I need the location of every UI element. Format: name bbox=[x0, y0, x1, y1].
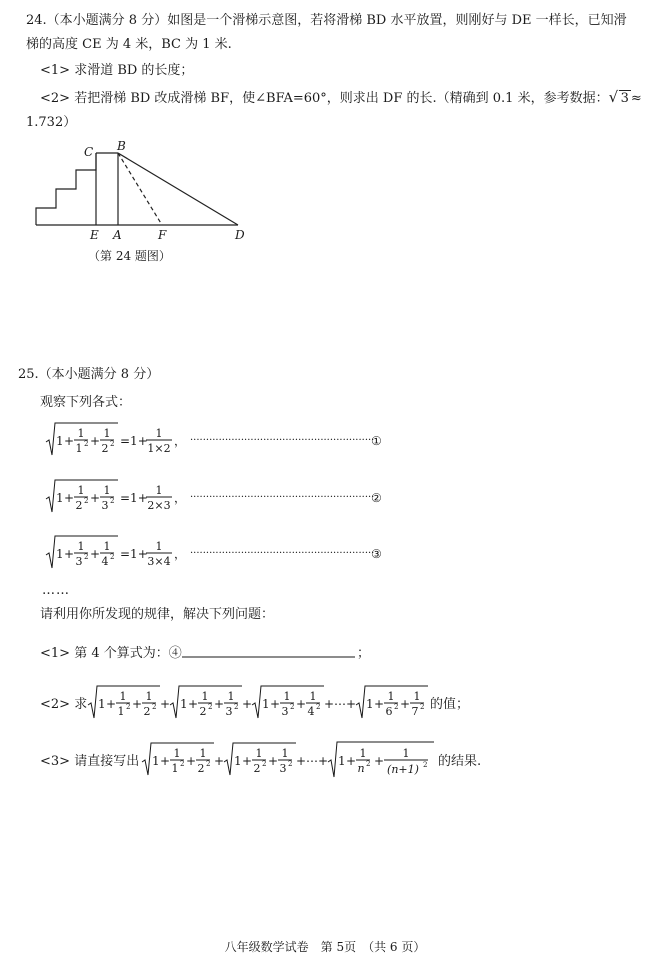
exponent: 2 bbox=[110, 440, 115, 448]
exponent: 2 bbox=[208, 703, 213, 711]
fraction-denominator: 4 bbox=[101, 555, 109, 568]
plus-sign: + bbox=[90, 434, 101, 448]
fraction-denominator: 1 bbox=[75, 442, 83, 455]
fraction-numerator: 1 bbox=[413, 690, 421, 703]
q24-statement-line2: 梯的高度 CE 为 4 米，BC 为 1 米. bbox=[26, 37, 232, 52]
plus-sign: + bbox=[242, 697, 253, 711]
exponent: 2 bbox=[152, 703, 157, 711]
label-e: E bbox=[90, 228, 99, 242]
fraction-denominator: 2 bbox=[197, 762, 205, 775]
radical-one: 1 bbox=[338, 754, 346, 768]
exponent: 2 bbox=[110, 497, 115, 505]
q25-part2-prefix: <2> 求 bbox=[40, 697, 88, 712]
fraction-numerator: 1 bbox=[201, 690, 209, 703]
fraction-numerator: 1 bbox=[155, 484, 163, 497]
fraction-numerator: 1 bbox=[387, 690, 395, 703]
plus-sign: + bbox=[346, 754, 357, 768]
label-d: D bbox=[235, 228, 245, 242]
q24-statement-line1: 24.（本小题满分 8 分）如图是一个滑梯示意图，若将滑梯 BD 水平放置，则刚好与 DE 一样长，已知滑 bbox=[26, 13, 627, 28]
q24-approx-value: 1.732） bbox=[26, 115, 77, 130]
plus-sign: + bbox=[296, 697, 307, 711]
fraction-denominator: 1×2 bbox=[147, 442, 171, 455]
fraction-numerator: 1 bbox=[199, 747, 207, 760]
label-c: C bbox=[84, 145, 94, 159]
q25-part2-suffix: 的值； bbox=[430, 697, 470, 712]
fraction-numerator: 1 bbox=[309, 690, 317, 703]
q25-part3-suffix: 的结果. bbox=[438, 754, 482, 769]
fraction-denominator: 4 bbox=[307, 705, 315, 718]
plus-sign: + bbox=[64, 434, 75, 448]
plus-sign: + bbox=[374, 754, 385, 768]
fraction-numerator: 1 bbox=[255, 747, 263, 760]
plus-sign: + bbox=[400, 697, 411, 711]
fraction-numerator: 1 bbox=[402, 747, 410, 760]
q25-part1-prefix: <1> 第 4 个算式为：④ bbox=[40, 646, 182, 661]
radical-one: 1 bbox=[234, 754, 242, 768]
q24-part2-text: <2> 若把滑梯 BD 改成滑梯 BF，使∠BFA=60°，则求出 DF 的长.（精确到 0.1 米，参考数据： bbox=[40, 91, 609, 106]
fraction-numerator: 1 bbox=[227, 690, 235, 703]
fraction-numerator: 1 bbox=[359, 747, 367, 760]
equals-sign: =1+ bbox=[120, 547, 148, 561]
radical-one: 1 bbox=[152, 754, 160, 768]
label-f: F bbox=[158, 228, 167, 242]
comma: ， bbox=[174, 434, 187, 448]
plus-sign: + bbox=[64, 491, 75, 505]
fraction-denominator: 3 bbox=[225, 705, 233, 718]
exponent: 2 bbox=[234, 703, 239, 711]
exponent: 2 bbox=[288, 760, 293, 768]
continuation-dots: …… bbox=[42, 583, 70, 598]
exponent: 2 bbox=[84, 497, 89, 505]
exponent: 2 bbox=[110, 553, 115, 561]
formula-number: ① bbox=[371, 434, 382, 448]
fraction-denominator: 3×4 bbox=[147, 555, 171, 568]
fraction-numerator: 1 bbox=[77, 484, 85, 497]
plus-sign: + bbox=[160, 754, 171, 768]
fraction-numerator: 1 bbox=[283, 690, 291, 703]
exponent: 2 bbox=[316, 703, 321, 711]
q25-heading: 25.（本小题满分 8 分） bbox=[18, 367, 160, 382]
sqrt3-value: 3 bbox=[620, 91, 629, 106]
fraction-denominator: 2 bbox=[101, 442, 109, 455]
exponent: 2 bbox=[126, 703, 131, 711]
exponent: 2 bbox=[206, 760, 211, 768]
fraction-denominator: 2 bbox=[253, 762, 261, 775]
exponent: 2 bbox=[262, 760, 267, 768]
fraction-denominator: 3 bbox=[75, 555, 83, 568]
exponent: 2 bbox=[420, 703, 425, 711]
plus-sign: + bbox=[374, 697, 385, 711]
exponent: 2 bbox=[84, 440, 89, 448]
fraction-denominator: (n+1) bbox=[387, 763, 419, 776]
q25-observe: 观察下列各式： bbox=[40, 395, 132, 410]
plus-sign: + bbox=[64, 547, 75, 561]
fraction-denominator: 3 bbox=[281, 705, 289, 718]
fraction-numerator: 1 bbox=[155, 427, 163, 440]
radical-one: 1 bbox=[366, 697, 374, 711]
plus-sign: + bbox=[186, 754, 197, 768]
plus-sign: + bbox=[270, 697, 281, 711]
q25-rule: 请利用你所发现的规律，解决下列问题： bbox=[40, 607, 275, 622]
fraction-denominator: 2 bbox=[143, 705, 151, 718]
radical-one: 1 bbox=[56, 434, 64, 448]
leader-dots: ·························································· bbox=[190, 492, 375, 503]
radical-one: 1 bbox=[262, 697, 270, 711]
plus-sign: + bbox=[90, 547, 101, 561]
fraction-denominator: 2 bbox=[75, 499, 83, 512]
plus-sign: + bbox=[160, 697, 171, 711]
plus-sign: + bbox=[214, 697, 225, 711]
fraction-numerator: 1 bbox=[281, 747, 289, 760]
label-b: B bbox=[117, 139, 126, 153]
fraction-numerator: 1 bbox=[119, 690, 127, 703]
fraction-denominator: 7 bbox=[411, 705, 419, 718]
q25-part1-suffix: ； bbox=[357, 646, 371, 661]
fraction-numerator: 1 bbox=[103, 540, 111, 553]
fraction-denominator: n bbox=[357, 762, 365, 775]
leader-dots: ·························································· bbox=[190, 548, 375, 559]
fraction-denominator: 3 bbox=[101, 499, 109, 512]
approx-sign: ≈ bbox=[630, 91, 642, 106]
fraction-denominator: 2 bbox=[199, 705, 207, 718]
radical-one: 1 bbox=[56, 547, 64, 561]
fraction-denominator: 6 bbox=[385, 705, 393, 718]
exponent: 2 bbox=[290, 703, 295, 711]
exponent: 2 bbox=[394, 703, 399, 711]
equals-sign: =1+ bbox=[120, 434, 148, 448]
fraction-numerator: 1 bbox=[77, 427, 85, 440]
fraction-numerator: 1 bbox=[145, 690, 153, 703]
radical-one: 1 bbox=[98, 697, 106, 711]
ellipsis-plus: +⋯+ bbox=[324, 697, 357, 711]
radical-one: 1 bbox=[180, 697, 188, 711]
radical-one: 1 bbox=[56, 491, 64, 505]
fraction-denominator: 1 bbox=[117, 705, 125, 718]
plus-sign: + bbox=[132, 697, 143, 711]
formula-number: ② bbox=[371, 491, 382, 505]
q25-part3-prefix: <3> 请直接写出 bbox=[40, 754, 140, 769]
fraction-denominator: 2×3 bbox=[147, 499, 171, 512]
plus-sign: + bbox=[90, 491, 101, 505]
ellipsis-plus: +⋯+ bbox=[296, 754, 329, 768]
plus-sign: + bbox=[214, 754, 225, 768]
figure-caption: （第 24 题图） bbox=[88, 249, 171, 263]
fraction-denominator: 3 bbox=[279, 762, 287, 775]
plus-sign: + bbox=[242, 754, 253, 768]
fraction-numerator: 1 bbox=[103, 427, 111, 440]
plus-sign: + bbox=[188, 697, 199, 711]
plus-sign: + bbox=[268, 754, 279, 768]
leader-dots: ·························································· bbox=[190, 435, 375, 446]
fraction-numerator: 1 bbox=[155, 540, 163, 553]
fraction-numerator: 1 bbox=[77, 540, 85, 553]
label-a: A bbox=[113, 228, 122, 242]
equals-sign: =1+ bbox=[120, 491, 148, 505]
comma: ， bbox=[174, 547, 187, 561]
exponent: 2 bbox=[84, 553, 89, 561]
formula-number: ③ bbox=[371, 547, 382, 561]
sqrt3-symbol: √ 3 bbox=[608, 88, 629, 106]
page-footer: 八年级数学试卷 第 5页 （共 6 页） bbox=[224, 940, 426, 954]
fraction-numerator: 1 bbox=[173, 747, 181, 760]
fraction-numerator: 1 bbox=[103, 484, 111, 497]
comma: ， bbox=[174, 491, 187, 505]
plus-sign: + bbox=[106, 697, 117, 711]
exponent: 2 bbox=[423, 761, 428, 769]
exponent: 2 bbox=[180, 760, 185, 768]
exponent: 2 bbox=[366, 760, 371, 768]
q24-part1: <1> 求滑道 BD 的长度； bbox=[40, 63, 194, 78]
fraction-denominator: 1 bbox=[171, 762, 179, 775]
